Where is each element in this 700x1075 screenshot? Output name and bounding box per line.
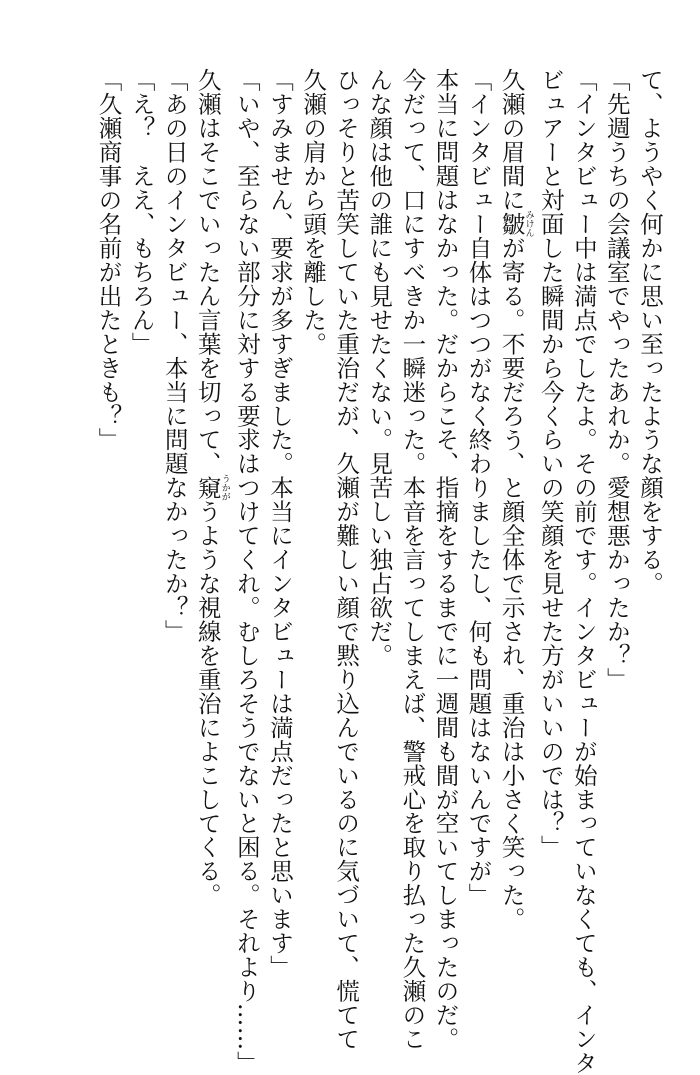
ruby-word: [497, 210, 534, 238]
text-line-6: 「インタビュー自体はつつがなく終わりましたし、何も問題はないんですが」: [464, 68, 493, 907]
text-line-15: 「あの日のインタビュー、本当に問題なかったか？」: [160, 68, 189, 644]
text-line-1: て、ようやく何かに思い至ったような顔をする。: [636, 68, 664, 596]
text-line-7: 本当に問題はなかった。だからこそ、指摘をするまでに一週間も間が空いてしまったのだ。: [431, 68, 460, 1051]
text-line-13: 「いや、至らない部分に対する要求はつけてくれ。むしろそうでないと困る。それより……」: [232, 68, 261, 1075]
text-line-2: 「先週うちの会議室でやったあれか。愛想悪かったか？」: [602, 68, 631, 692]
text-line-8: 今だって、口にすべきか一瞬迷った。本音を言ってしまえば、警戒心を取り払った久瀬のこ: [398, 68, 427, 1051]
text-line-10: ひっそりと苦笑していた重治だが、久瀬が難しい顔で黙り込んでいるのに気づいて、慌てて: [332, 68, 361, 1051]
text-segment: 久瀬の眉間に: [497, 68, 526, 212]
ruby-word: [193, 474, 230, 501]
text-line-14: [191, 68, 230, 958]
text-line-11: 久瀬の肩から頭を離した。: [299, 68, 328, 356]
text-segment: 久瀬はそこでいったん言葉を切って、: [193, 68, 222, 476]
text-line-5: [495, 68, 534, 958]
text-line-16: 「え？ ええ、もちろん」: [127, 68, 156, 356]
text-line-4: ビュアーと対面した瞬間から今くらいの笑顔を見せた方がいいのでは？」: [536, 68, 565, 860]
ruby-base: 窺: [193, 474, 222, 501]
text-segment: うような視線を重治によこしてくる。: [193, 499, 222, 907]
ruby-reading: うかが: [219, 474, 230, 501]
text-line-3: 「インタビュー中は満点でしたよ。その前です。インタビューが始まっていなくても、インタ: [569, 68, 598, 1075]
text-segment: が寄る。不要だろう、と顔全体で示され、重治は小さく笑った。: [497, 235, 526, 931]
ruby-base: 皺: [497, 210, 526, 238]
vertical-text-body: [91, 68, 666, 1075]
ruby-reading: みけん: [523, 210, 534, 238]
text-line-12: 「すみません、要求が多すぎました。本当にインタビューは満点だったと思います」: [265, 68, 294, 979]
text-line-9: んな顔は他の誰にも見せたくない。見苦しい独占欲だ。: [365, 68, 394, 668]
text-line-17: 「久瀬商事の名前が出たときも？」: [94, 68, 123, 452]
